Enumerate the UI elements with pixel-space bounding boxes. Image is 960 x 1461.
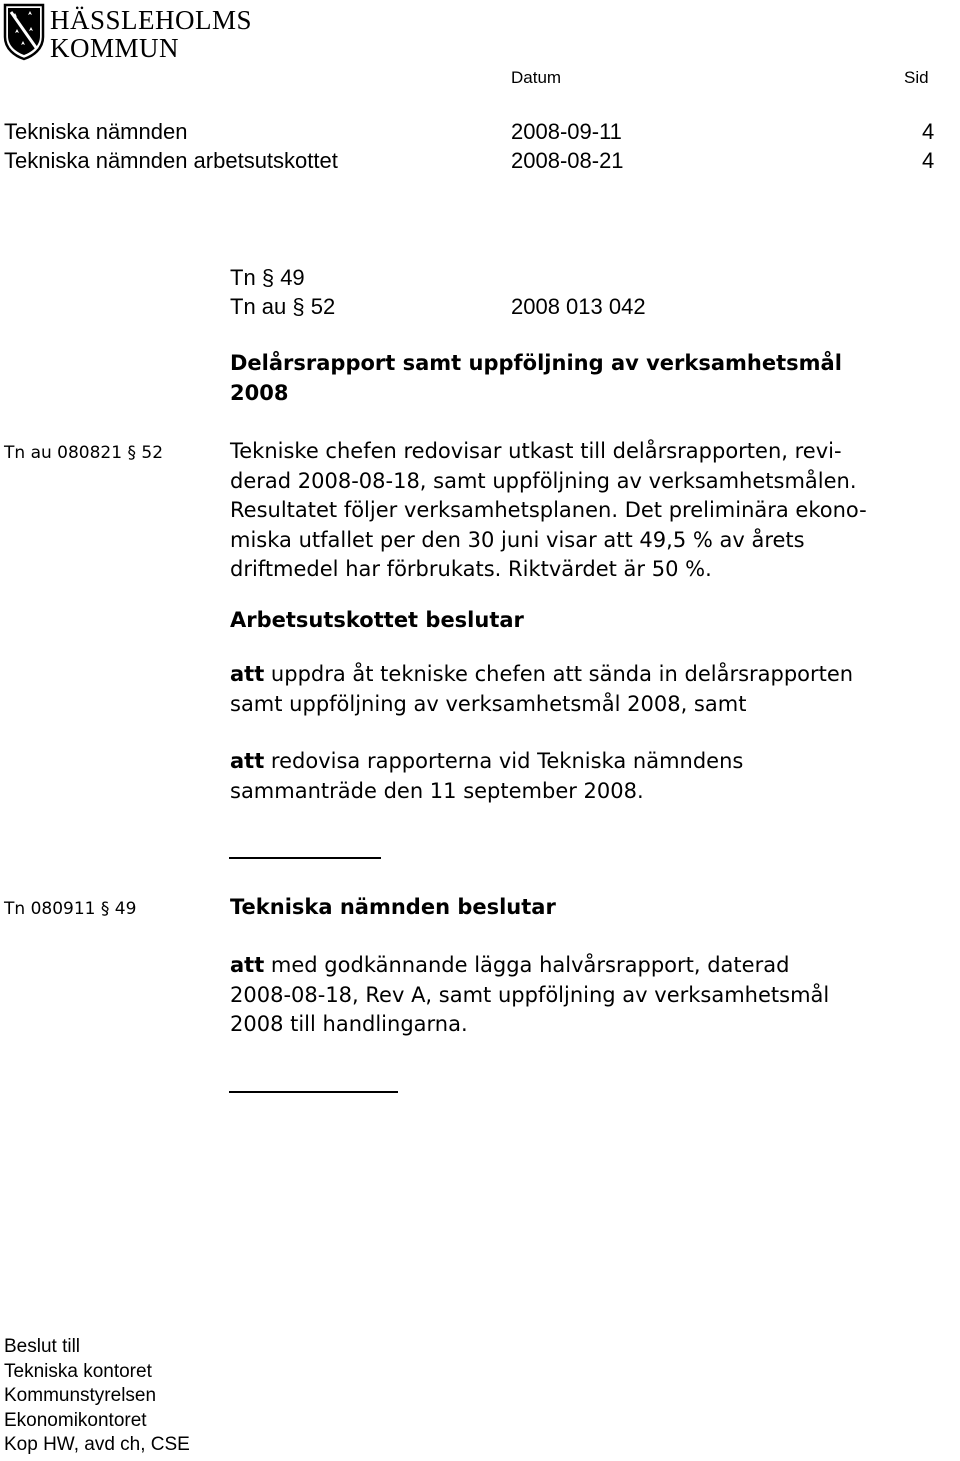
recipient: Kommunstyrelsen: [4, 1385, 157, 1406]
matter-title: [230, 349, 842, 408]
org-name-line2: KOMMUN: [50, 33, 180, 63]
section-divider: [229, 1091, 398, 1093]
margin-ref-number: 49: [114, 899, 137, 919]
au-paragraph-number: 52: [310, 294, 336, 319]
section-sign: §: [292, 294, 305, 319]
page-column-label: Sid: [904, 68, 929, 87]
header-page-number: 4: [922, 119, 935, 144]
body-line: Tekniske chefen redovisar utkast till delårsrapporten, revi-: [230, 439, 842, 463]
body-line: derad 2008-08-18, samt uppföljning av verksamhetsmålen.: [230, 468, 857, 493]
decision-text: sammanträde den 11 september 2008.: [230, 778, 644, 803]
section-sign: §: [127, 443, 136, 463]
au-label: Tn au: [230, 294, 287, 319]
header-meeting-date: 2008-08-21: [511, 148, 624, 173]
coat-of-arms-icon: [3, 3, 45, 61]
decision-text: 2008 till handlingarna.: [230, 1012, 468, 1036]
au-decision-item: [230, 660, 853, 719]
header-body-name: Tekniska nämnden: [4, 119, 188, 144]
diary-number: 2008 013 042: [511, 294, 646, 319]
body-line: miska utfallet per den 30 juni visar att 49,5 % av årets: [230, 527, 805, 552]
tn-decision-heading: Tekniska nämnden beslutar: [230, 895, 556, 919]
header-body-name: Tekniska nämnden arbetsutskottet: [4, 148, 338, 173]
header-page-number: 4: [922, 148, 935, 173]
distribution-heading: Beslut till: [4, 1336, 81, 1357]
au-decision-item: [230, 747, 743, 806]
section-sign: §: [100, 899, 110, 919]
body-line: driftmedel har förbrukats. Riktvärdet är 50 %.: [230, 557, 712, 581]
au-meeting-body: [230, 437, 867, 585]
municipality-wordmark: [50, 6, 252, 62]
tn-meeting-margin-reference: [4, 899, 136, 919]
margin-ref-prefix: Tn 080911: [4, 899, 96, 919]
margin-ref-prefix: Tn au 080821: [4, 443, 123, 463]
recipient: Ekonomikontoret: [4, 1409, 147, 1431]
decision-text: redovisa rapporterna vid Tekniska nämndens: [264, 749, 744, 773]
au-meeting-margin-reference: [4, 443, 163, 463]
att-keyword: att: [230, 953, 265, 977]
section-sign: §: [261, 265, 275, 290]
decision-text: uppdra åt tekniske chefen att sända in delårsrapporten: [264, 662, 854, 686]
tn-paragraph-number: 49: [280, 265, 305, 290]
header-meeting-date: 2008-09-11: [511, 119, 622, 144]
matter-title-line: Delårsrapport samt uppföljning av verksamhetsmål: [230, 351, 842, 375]
body-line: Resultatet följer verksamhetsplanen. Det preliminära ekono-: [230, 498, 867, 522]
att-keyword: att: [230, 749, 265, 773]
margin-ref-number: 52: [141, 443, 164, 463]
tn-paragraph-reference: [230, 265, 305, 291]
distribution-list: [4, 1335, 190, 1458]
au-paragraph-reference: [230, 294, 335, 320]
au-decision-heading: Arbetsutskottet beslutar: [230, 608, 524, 632]
att-keyword: att: [230, 662, 265, 686]
decision-text: 2008-08-18, Rev A, samt uppföljning av verksamhetsmål: [230, 982, 830, 1007]
org-name-line1: HÄSSLEHOLMS: [50, 5, 253, 35]
date-column-label: Datum: [511, 68, 562, 87]
section-divider: [229, 857, 381, 859]
recipient: Kop HW, avd ch, CSE: [4, 1434, 190, 1455]
tn-label: Tn: [230, 265, 256, 290]
decision-text: samt uppföljning av verksamhetsmål 2008, samt: [230, 691, 747, 716]
tn-decision-item: [230, 951, 829, 1040]
decision-text: med godkännande lägga halvårsrapport, daterad: [264, 953, 790, 977]
recipient: Tekniska kontoret: [4, 1360, 152, 1382]
matter-title-line: 2008: [230, 380, 289, 405]
